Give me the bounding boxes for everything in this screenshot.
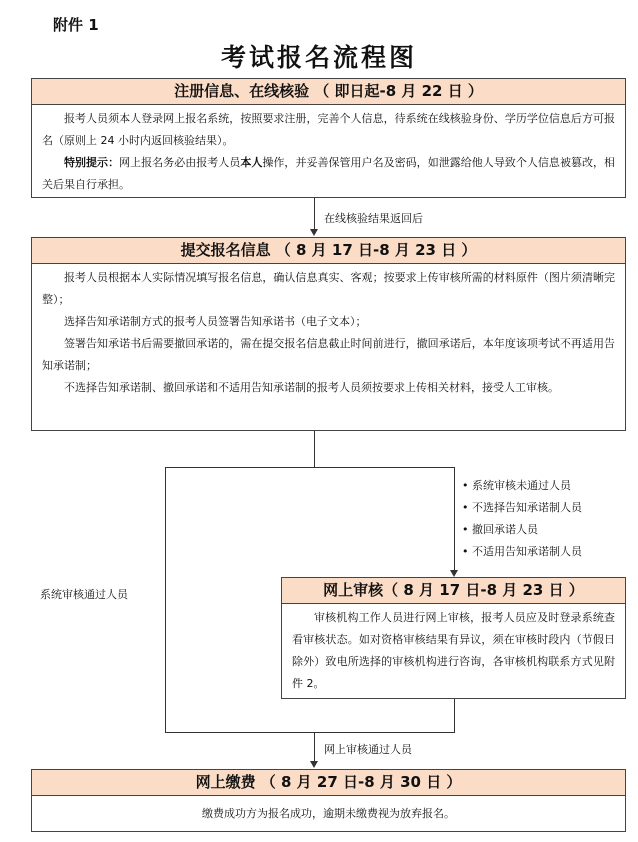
list-item: • 不适用告知承诺制人员 bbox=[462, 545, 582, 558]
split-line-down bbox=[314, 431, 315, 467]
right-branch-line bbox=[454, 467, 455, 571]
step2-body bbox=[31, 264, 626, 431]
step2-paragraph-2: 选择告知承诺制方式的报考人员签署告知承诺书（电子文本）； bbox=[64, 315, 367, 328]
merge-line-down bbox=[314, 732, 315, 762]
page-title: 考试报名流程图 bbox=[220, 43, 417, 72]
list-item-text: 不适用告知承诺制人员 bbox=[472, 545, 582, 558]
step3-body bbox=[281, 604, 626, 699]
step2-paragraph-3: 签署告知承诺书后需要撤回承诺的，需在提交报名信息截止时间前进行，撤回承诺后，本年度该项考试不再适用告知承诺制； bbox=[42, 337, 615, 372]
list-item-text: 撤回承诺人员 bbox=[472, 523, 538, 536]
connector-line-1 bbox=[314, 198, 315, 229]
right-return-line bbox=[454, 699, 455, 732]
step4-header: 网上缴费 （ 8 月 27 日-8 月 30 日 ） bbox=[31, 769, 626, 796]
step1-paragraph-2 bbox=[42, 152, 615, 196]
arrow-final-label: 网上审核通过人员 bbox=[324, 743, 412, 756]
split-line-horizontal bbox=[165, 467, 454, 468]
step1-body bbox=[31, 105, 626, 198]
list-item: • 系统审核未通过人员 bbox=[462, 479, 571, 492]
step1-header: 注册信息、在线核验 （ 即日起-8 月 22 日 ） bbox=[31, 78, 626, 105]
list-item-text: 系统审核未通过人员 bbox=[472, 479, 571, 492]
step4-paragraph-1: 缴费成功方为报名成功，逾期未缴费视为放弃报名。 bbox=[202, 807, 455, 820]
step2-paragraph-4: 不选择告知承诺制、撤回承诺和不适用告知承诺制的报考人员须按要求上传相关材料，接受人工审核。 bbox=[64, 381, 559, 394]
left-branch-line bbox=[165, 467, 166, 732]
arrow-down-icon bbox=[310, 229, 318, 236]
arrow1-label: 在线核验结果返回后 bbox=[324, 212, 423, 225]
step4-body bbox=[31, 796, 626, 832]
list-item-text: 不选择告知承诺制人员 bbox=[472, 501, 582, 514]
step1-notice-text-b: 操作，并妥善保管用户名及密码，如泄露给他人导致个人信息被篡改，相关后果自行承担。 bbox=[42, 156, 616, 191]
left-branch-label: 系统审核通过人员 bbox=[40, 588, 128, 601]
step3-header: 网上审核（ 8 月 17 日-8 月 23 日 ） bbox=[281, 577, 626, 604]
list-item: • 不选择告知承诺制人员 bbox=[462, 501, 582, 514]
arrow-down-icon bbox=[310, 761, 318, 768]
step3-paragraph-1: 审核机构工作人员进行网上审核，报考人员应及时登录系统查看审核状态。如对资格审核结果有异议，须在审核时段内（节假日除外）致电所选择的审核机构进行咨询，各审核机构联系方式见附件 2。 bbox=[292, 611, 615, 690]
step1-notice-label: 特别提示： bbox=[64, 156, 120, 169]
step1-notice-strong: 本人 bbox=[240, 156, 263, 169]
right-branch-list bbox=[462, 475, 582, 563]
arrow-down-icon bbox=[450, 570, 458, 577]
list-item: • 撤回承诺人员 bbox=[462, 523, 538, 536]
step2-header: 提交报名信息 （ 8 月 17 日-8 月 23 日 ） bbox=[31, 237, 626, 264]
attachment-label: 附件 1 bbox=[53, 16, 99, 34]
step1-paragraph-1: 报考人员须本人登录网上报名系统，按照要求注册，完善个人信息，待系统在线核验身份、学历学位信息后方可报名（原则上 24 小时内返回核验结果）。 bbox=[42, 112, 615, 147]
step2-paragraph-1: 报考人员根据本人实际情况填写报名信息，确认信息真实、客观；按要求上传审核所需的材料原件（图片须清晰完整）； bbox=[42, 271, 615, 306]
merge-line-horizontal bbox=[165, 732, 455, 733]
step1-notice-text-a: 网上报名务必由报考人员 bbox=[119, 156, 241, 169]
